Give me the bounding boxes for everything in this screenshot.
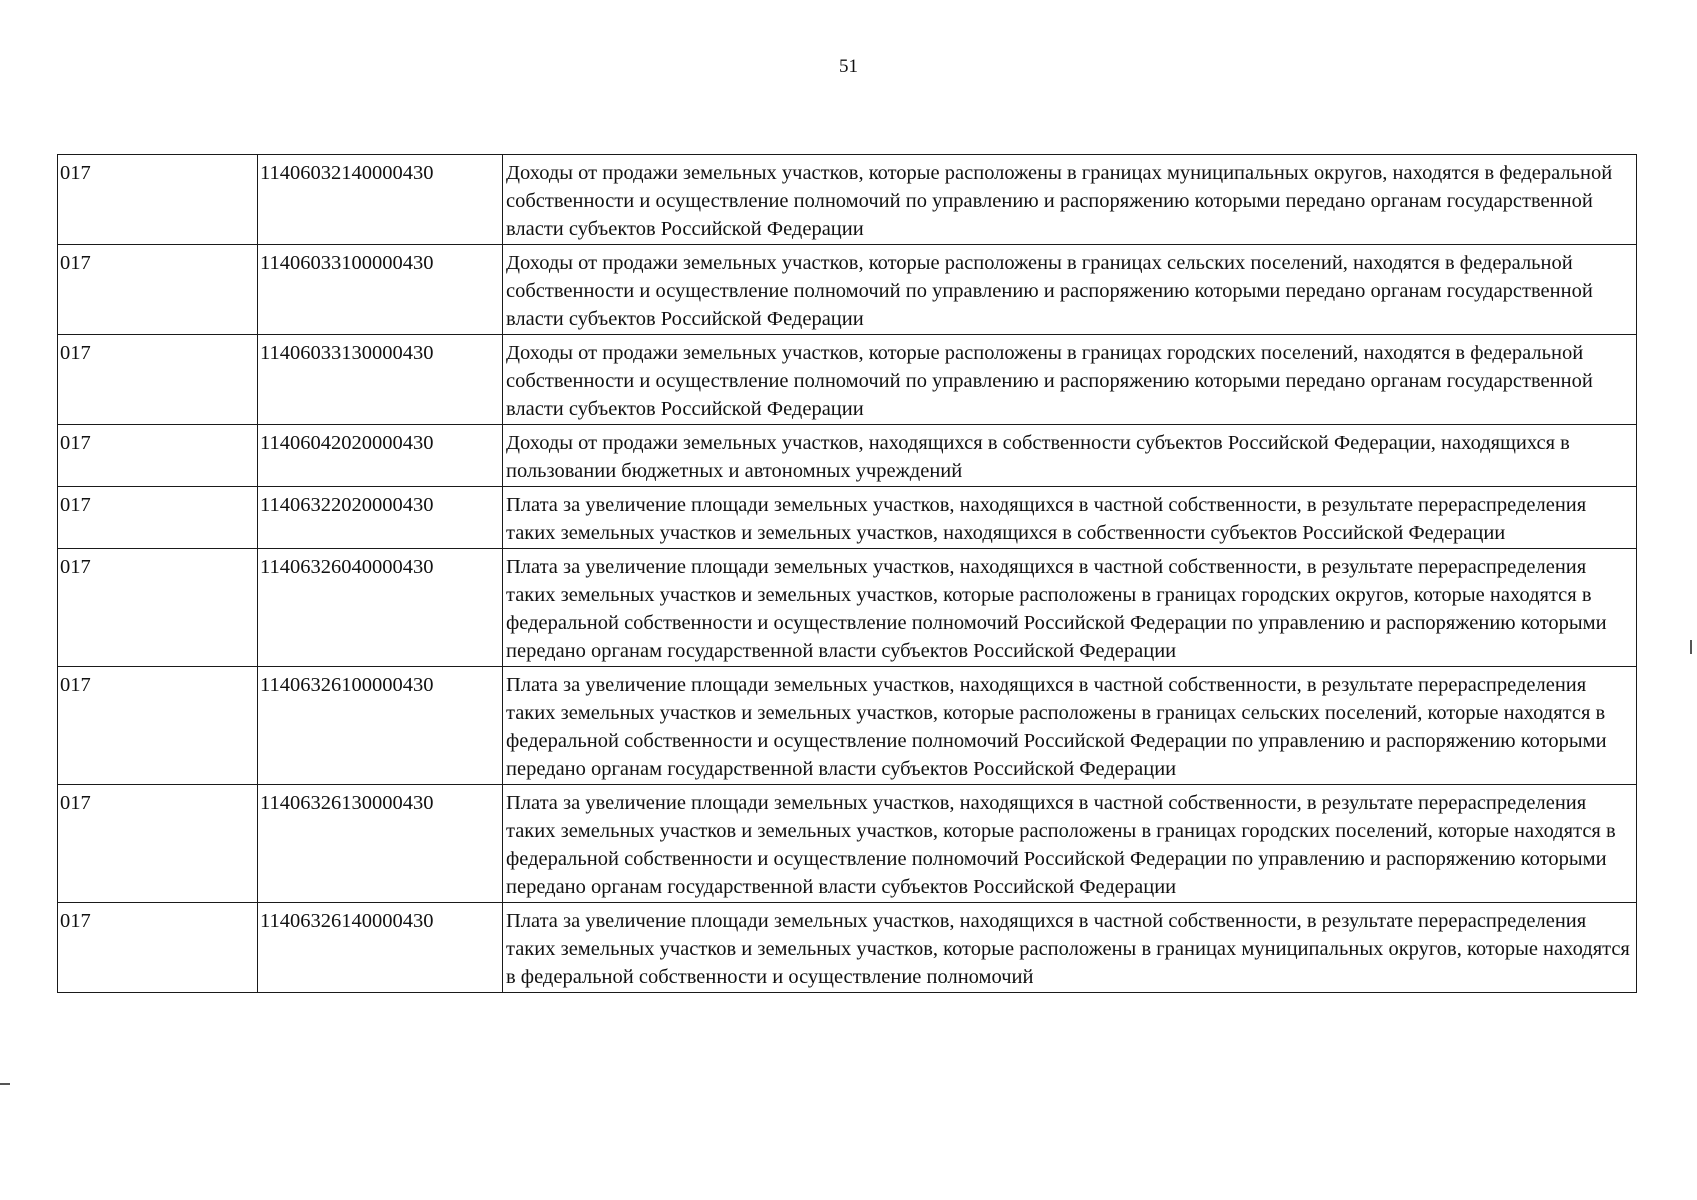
budget-code-cell: 11406326040000430 — [258, 549, 503, 667]
admin-code-cell: 017 — [58, 335, 258, 425]
admin-code-cell: 017 — [58, 245, 258, 335]
revenue-codes-table — [57, 154, 1637, 993]
table-row — [58, 425, 1637, 487]
table-row — [58, 245, 1637, 335]
admin-code-cell: 017 — [58, 487, 258, 549]
table-row — [58, 785, 1637, 903]
description-cell: Плата за увеличение площади земельных участков, находящихся в частной собственности, в результате перераспределения таких земельных участков и земельных участков, которые расположены в границах городских округов, которые находятся в федеральной собственности и осуществление полномочий Российской Федерации по управлению и распоряжению которыми передано органам государственной власти субъектов Российской Федерации — [503, 549, 1637, 667]
description-cell: Плата за увеличение площади земельных участков, находящихся в частной собственности, в результате перераспределения таких земельных участков и земельных участков, находящихся в собственности субъектов Российской Федерации — [503, 487, 1637, 549]
table-row — [58, 487, 1637, 549]
table-row — [58, 903, 1637, 993]
budget-code-cell: 11406042020000430 — [258, 425, 503, 487]
scan-edge-mark — [0, 1083, 10, 1085]
page-number: 51 — [839, 56, 858, 77]
description-cell: Доходы от продажи земельных участков, находящихся в собственности субъектов Российской Федерации, находящихся в пользовании бюджетных и автономных учреждений — [503, 425, 1637, 487]
budget-code-cell: 11406032140000430 — [258, 155, 503, 245]
description-cell: Плата за увеличение площади земельных участков, находящихся в частной собственности, в результате перераспределения таких земельных участков и земельных участков, которые расположены в границах городских поселений, которые находятся в федеральной собственности и осуществление полномочий Российской Федерации по управлению и распоряжению которыми передано органам государственной власти субъектов Российской Федерации — [503, 785, 1637, 903]
description-cell: Плата за увеличение площади земельных участков, находящихся в частной собственности, в результате перераспределения таких земельных участков и земельных участков, которые расположены в границах муниципальных округов, которые находятся в федеральной собственности и осуществление полномочий — [503, 903, 1637, 993]
budget-code-cell: 11406033100000430 — [258, 245, 503, 335]
description-cell: Доходы от продажи земельных участков, которые расположены в границах муниципальных округов, находятся в федеральной собственности и осуществление полномочий по управлению и распоряжению которыми передано органам государственной власти субъектов Российской Федерации — [503, 155, 1637, 245]
budget-code-cell: 11406326130000430 — [258, 785, 503, 903]
admin-code-cell: 017 — [58, 785, 258, 903]
admin-code-cell: 017 — [58, 667, 258, 785]
admin-code-cell: 017 — [58, 549, 258, 667]
scan-edge-mark — [1690, 640, 1692, 654]
table-row — [58, 155, 1637, 245]
table-row — [58, 335, 1637, 425]
budget-code-cell: 11406326100000430 — [258, 667, 503, 785]
budget-code-cell: 11406326140000430 — [258, 903, 503, 993]
admin-code-cell: 017 — [58, 155, 258, 245]
table-row — [58, 667, 1637, 785]
table-row — [58, 549, 1637, 667]
description-cell: Доходы от продажи земельных участков, которые расположены в границах городских поселений, находятся в федеральной собственности и осуществление полномочий по управлению и распоряжению которыми передано органам государственной власти субъектов Российской Федерации — [503, 335, 1637, 425]
description-cell: Плата за увеличение площади земельных участков, находящихся в частной собственности, в результате перераспределения таких земельных участков и земельных участков, которые расположены в границах сельских поселений, которые находятся в федеральной собственности и осуществление полномочий Российской Федерации по управлению и распоряжению которыми передано органам государственной власти субъектов Российской Федерации — [503, 667, 1637, 785]
admin-code-cell: 017 — [58, 425, 258, 487]
admin-code-cell: 017 — [58, 903, 258, 993]
budget-code-cell: 11406322020000430 — [258, 487, 503, 549]
description-cell: Доходы от продажи земельных участков, которые расположены в границах сельских поселений, находятся в федеральной собственности и осуществление полномочий по управлению и распоряжению которыми передано органам государственной власти субъектов Российской Федерации — [503, 245, 1637, 335]
budget-code-cell: 11406033130000430 — [258, 335, 503, 425]
